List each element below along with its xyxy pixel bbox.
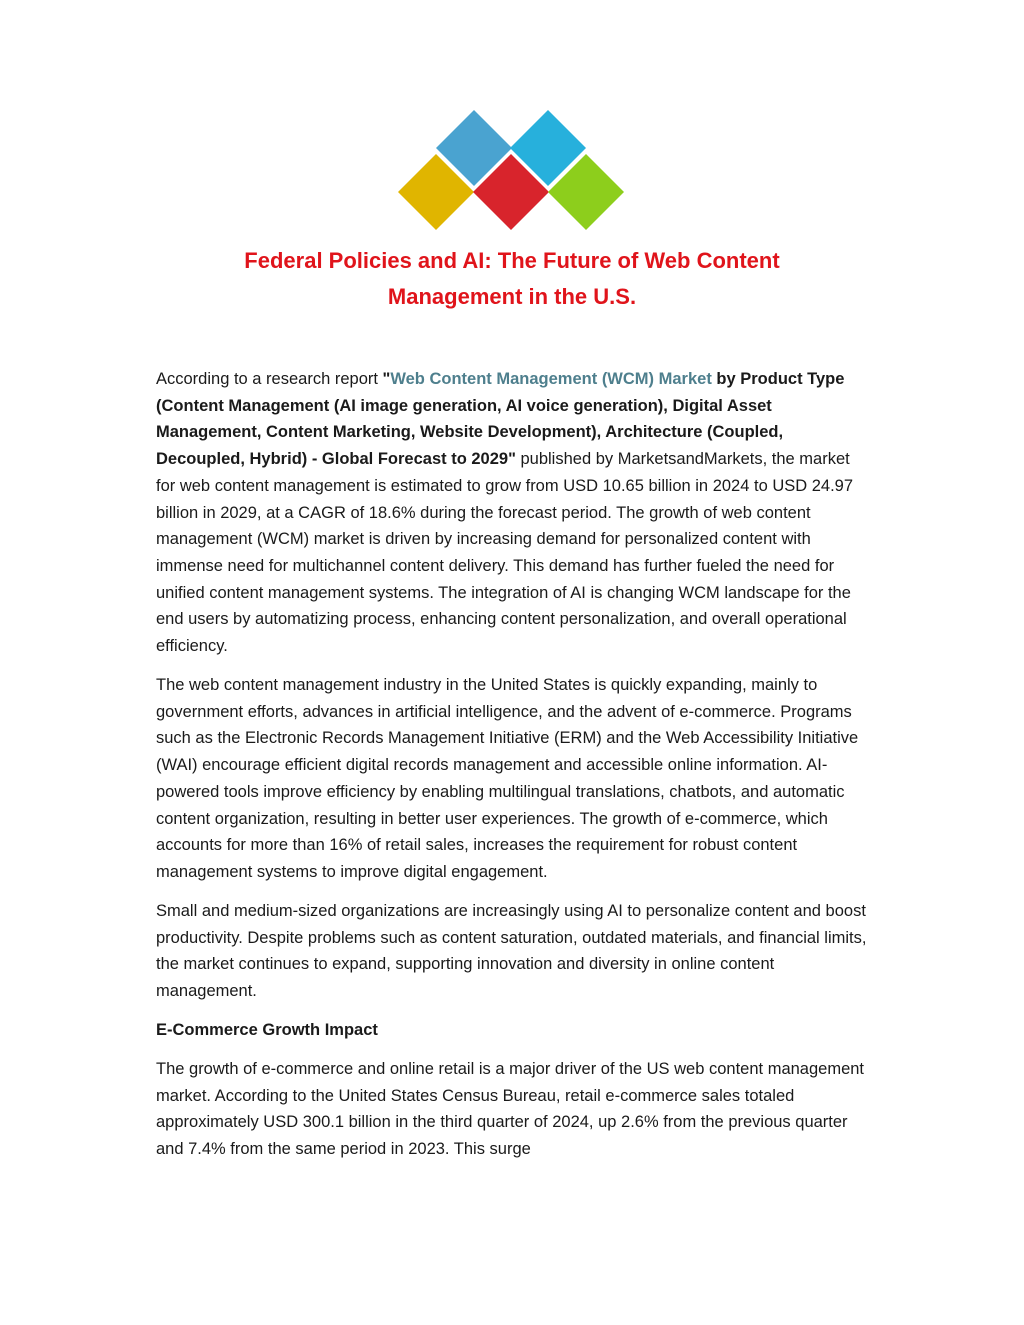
intro-rest: published by MarketsandMarkets, the market for web content management is estimated to grow from USD 10.65 billion in 2024 to USD 24.97 billion in 2029, at a CAGR of 18.6% during the forecast period. The growth of web content management (WCM) market is driven by increasing demand for personalized content with immense need for multichannel content delivery. This demand has further fueled the need for unified content management systems. The integration of AI is changing WCM landscape for the end users by automatizing process, enhancing content personalization, and overall operational efficiency. — [156, 450, 854, 656]
intro-lead: According to a research report — [156, 370, 383, 388]
company-logo — [398, 110, 626, 234]
page-title — [150, 243, 874, 315]
quote-open: " — [382, 370, 391, 388]
title-line-1: Federal Policies and AI: The Future of Web Content — [244, 248, 780, 273]
intro-paragraph — [156, 366, 870, 660]
paragraph-ecommerce: The growth of e-commerce and online retail is a major driver of the US web content management market. According to the United States Census Bureau, retail e-commerce sales totaled approximately USD 300.1 billion in the third quarter of 2024, up 2.6% from the previous quarter and 7.4% from the same period in 2023. This surge — [156, 1060, 865, 1159]
article-body — [156, 366, 870, 1175]
title-line-2: Management in the U.S. — [387, 284, 637, 309]
paragraph-us-industry: The web content management industry in the United States is quickly expanding, mainly to government efforts, advances in artificial intelligence, and the advent of e-commerce. Programs such as the Electronic Records Management Initiative (ERM) and the Web Accessibility Initiative (WAI) encourage efficient digital records management and accessible online information. AI-powered tools improve efficiency by enabling multilingual translations, chatbots, and automatic content organization, resulting in better user experiences. The growth of e-commerce, which accounts for more than 16% of retail sales, increases the requirement for robust content management systems to improve digital engagement. — [156, 676, 859, 881]
section-heading: E-Commerce Growth Impact — [156, 1021, 378, 1040]
report-link[interactable]: Web Content Management (WCM) Market — [390, 370, 712, 388]
report-title-tail: by Product Type (Content Management (AI image generation, AI voice generation), Digital Asset Management, Content Marketing, Website Development), Architecture (Coupled, Decoupled, Hybrid) - Global Forecast to 2029" — [156, 370, 845, 469]
paragraph-smb-adoption: Small and medium-sized organizations are increasingly using AI to personalize content and boost productivity. Despite problems such as content saturation, outdated materials, and financial limits, the market continues to expand, supporting innovation and diversity in online content management. — [156, 901, 867, 1001]
